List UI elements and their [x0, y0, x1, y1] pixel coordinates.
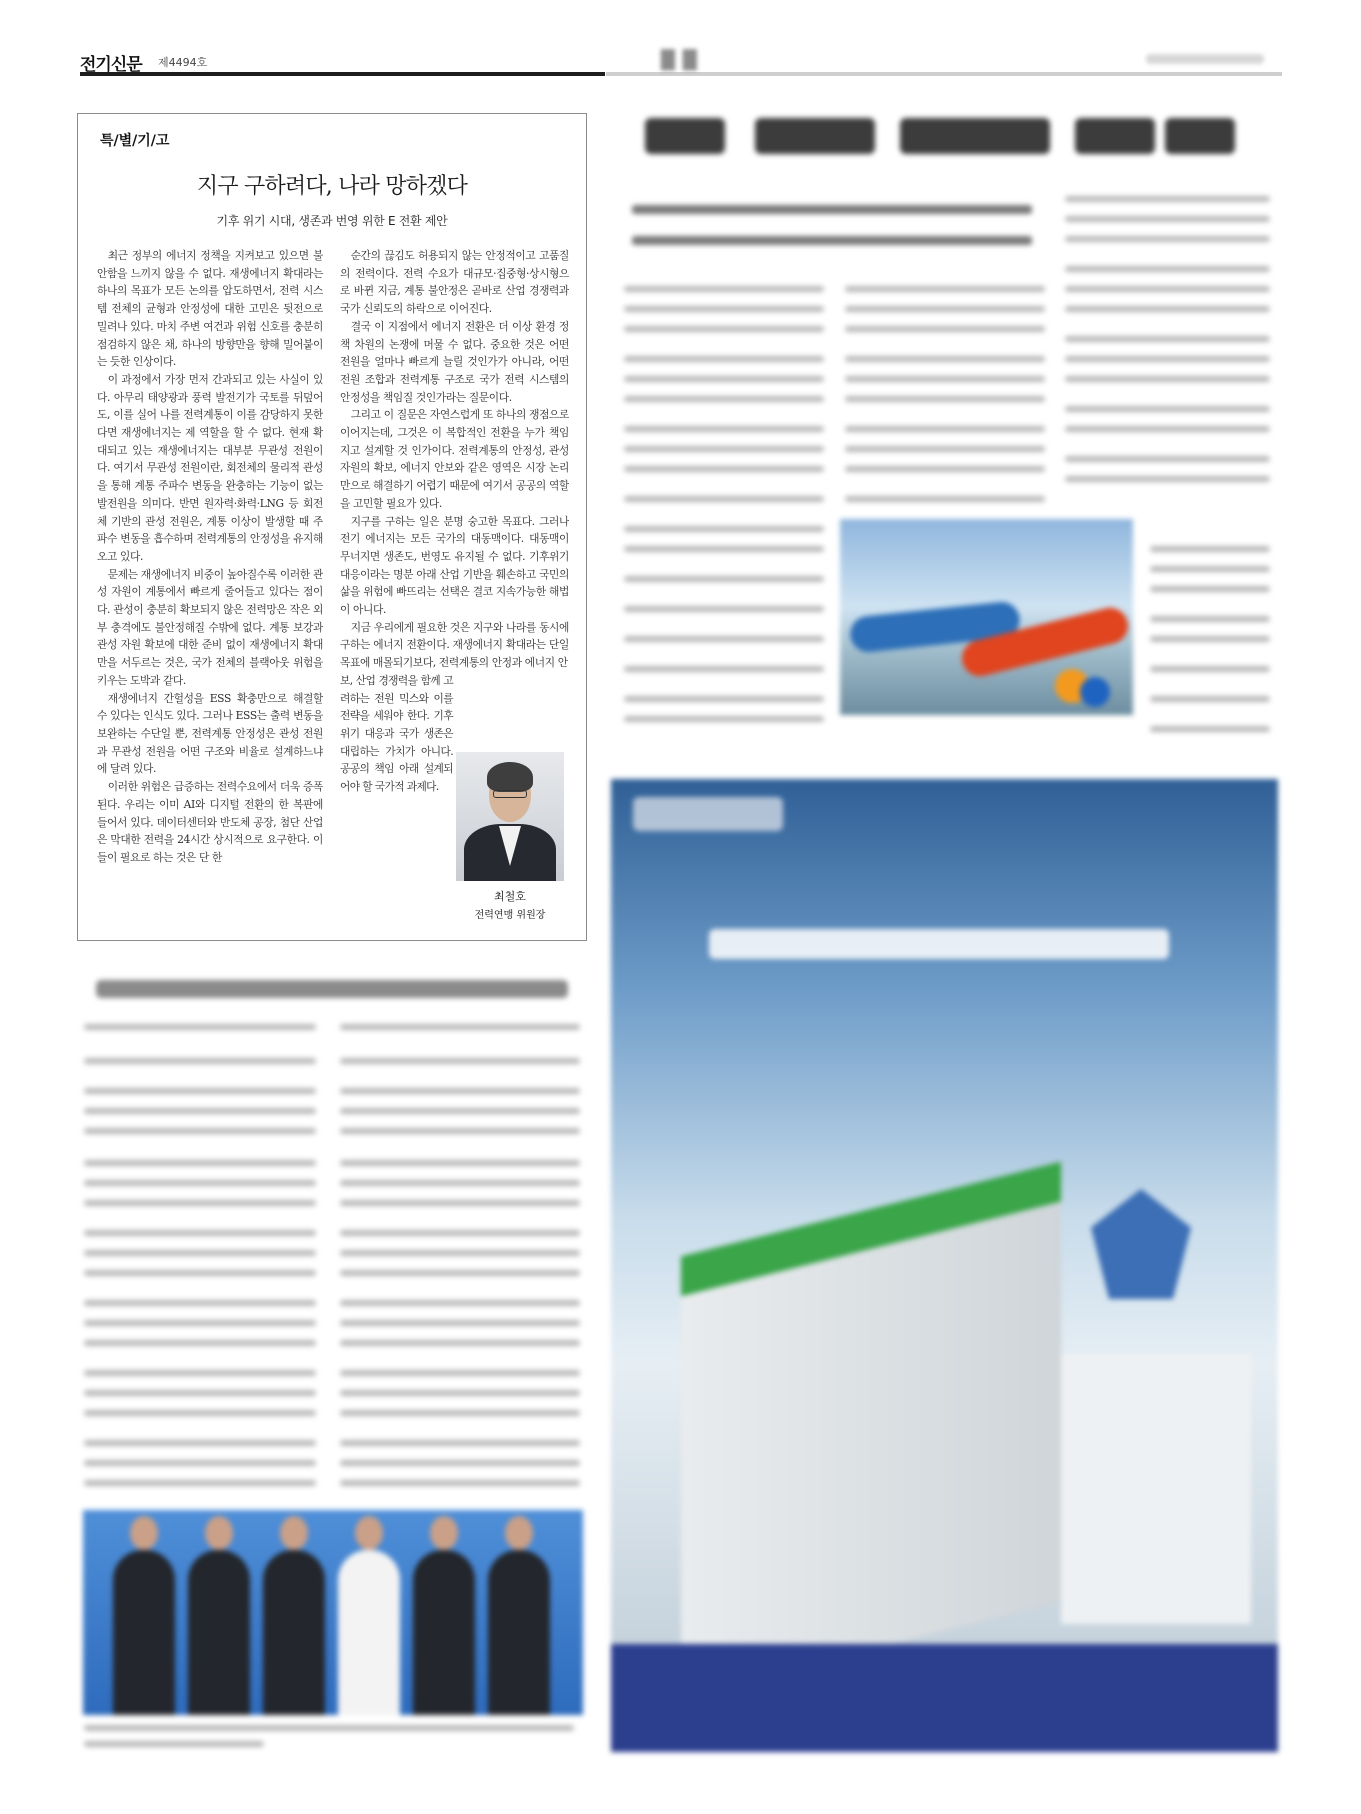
date-blurred [1146, 54, 1264, 64]
article-headline: 지구 구하려다, 나라 망하겠다 [196, 174, 468, 199]
paragraph: 최근 정부의 에너지 정책을 지켜보고 있으면 불안함을 느끼지 않을 수 없다. 재생에너지 확대라는 하나의 목표가 모든 논의를 압도하면서, 전력 시스템 전체의 균형과 안정성에 대한 고민은 뒷전으로 밀려나 있다. 마치 주변 여건과 위험 신호를 충분히 점검하지 않은 채, 하나의 방향만을 향해 밀어붙이는 듯한 인상이다. [97, 249, 323, 369]
paragraph: 지금 우리에게 필요한 것은 지구와 나라를 동시에 구하는 에너지 전환이다. 재생에너지 확대라는 단일 목표에 매몰되기보다, 전력계통의 안정과 에너지 안 [340, 620, 569, 670]
paragraph: 재생에너지 간헐성을 ESS 확충만으로 해결할 수 있다는 인식도 있다. 그러나 ESS는 출력 변동을 보완하는 수단일 뿐, 전력계통 안정성은 관성 전원과 무관성 전원을 어떤 구조와 비율로 설계하느냐에 달려 있다. [97, 691, 323, 776]
advertisement-blurred [611, 779, 1278, 1752]
newspaper-logo: 전기신문 [80, 55, 142, 75]
author-photo [456, 752, 564, 881]
author-name: 최철호 [494, 890, 526, 903]
article-subhead: 기후 위기 시대, 생존과 번영 위한 E 전환 제안 [216, 214, 448, 228]
right-page-masthead [606, 48, 1282, 76]
paragraph: 그리고 이 질문은 자연스럽게 또 하나의 쟁점으로 이어지는데, 그것은 이 복합적인 전환을 누가 책임지고 설계할 것 인가이다. 전력계통의 안정성, 관성 자원의 확보, 에너지 안보와 같은 영역은 시장 논리만으로 해결하기 어렵기 때문에 여기서 공공의 역할을 고민할 필요가 있다. [340, 408, 569, 510]
paragraph: 이러한 위험은 급증하는 전력수요에서 더욱 증폭된다. 우리는 이미 AI와 디지털 전환의 한 복판에 들어서 있다. 데이터센터와 반도체 공장, 첨단 산업은 막대한 전력을 24시간 상시적으로 요구한다. 이들이 필요로 하는 것은 단 한 [97, 780, 323, 864]
paragraph-wrap: 보, 산업 경쟁력을 함께 고려하는 전원 믹스와 이를 전략을 세워야 한다. 기후위기 대응과 국가 생존은 대립하는 가치가 아니다. 공공의 책임 아래 설계되어야 할 국가적 과제다. [340, 673, 453, 794]
right-page-headline-blurred [645, 118, 1245, 160]
paragraph: 지구를 구하는 일은 분명 숭고한 목표다. 그러나 전기 에너지는 모든 국가의 대동맥이다. 대동맥이 무너지면 생존도, 번영도 유지될 수 없다. 기후위기 대응이라는 명분 아래 산업 기반을 훼손하고 국민의 삶을 위험에 빠뜨리는 선택은 결코 지속가능한 해법이 아니다. [340, 514, 569, 617]
kicker: 특/별/기/고 [100, 133, 170, 149]
paragraph: 순간의 끊김도 허용되지 않는 안정적이고 고품질의 전력이다. 전력 수요가 대규모·집중형·상시형으로 바뀐 지금, 계통 불안정은 곧바로 산업 경쟁력과 국가 신뢰도의 하락으로 이어진다. [340, 249, 569, 316]
article-column-1 [97, 247, 323, 927]
issue-number: 제4494호 [158, 56, 208, 69]
paragraph: 이 과정에서 가장 먼저 간과되고 있는 사실이 있다. 아무리 태양광과 풍력 발전기가 국토를 뒤덮어도, 이를 실어 나를 전력계통이 이를 감당하지 못한다면 재생에너지는 제 역할을 할 수 없다. 현재 확대되고 있는 재생에너지는 대부분 무관성 전원이다. 여기서 무관성 전원이란, 회전체의 물리적 관성을 통해 계통 주파수 변동을 완충하는 기능이 없는 발전원을 의미다. 반면 원자력·화력·LNG 등 회전체 기반의 관성 전원은, 계통 이상이 발생할 때 주파수 변동을 흡수하며 전력계통의 안정성을 유지해 오고 있다. [97, 372, 323, 563]
author-title: 전력연맹 위원장 [474, 910, 546, 921]
energy-illustration-blurred [840, 519, 1133, 715]
paragraph: 문제는 재생에너지 비중이 높아질수록 이러한 관성 자원이 계통에서 빠르게 줄어들고 있다는 점이다. 관성이 충분히 확보되지 않은 전력망은 작은 외부 충격에도 불안정해질 수밖에 없다. 계통 보강과 관성 자원 확보에 대한 준비 없이 재생에너지 확대만을 서두르는 것은, 국가 전체의 블랙아웃 위험을 키우는 도박과 같다. [97, 567, 323, 687]
group-photo-blurred [83, 1510, 583, 1715]
masthead [80, 48, 605, 76]
special-contribution-box [77, 113, 587, 941]
paragraph: 결국 이 지점에서 에너지 전환은 더 이상 환경 정책 차원의 논쟁에 머물 수 없다. 중요한 것은 어떤 전원을 얼마나 빠르게 늘릴 것인가가 아니라, 어떤 전원 조합과 전력계통 구조로 국가 전력 시스템의 안정성을 책임질 것인가라는 질문이다. [340, 319, 569, 404]
lower-article-headline-blurred [96, 980, 568, 998]
section-label-blurred: ██ [661, 50, 705, 71]
